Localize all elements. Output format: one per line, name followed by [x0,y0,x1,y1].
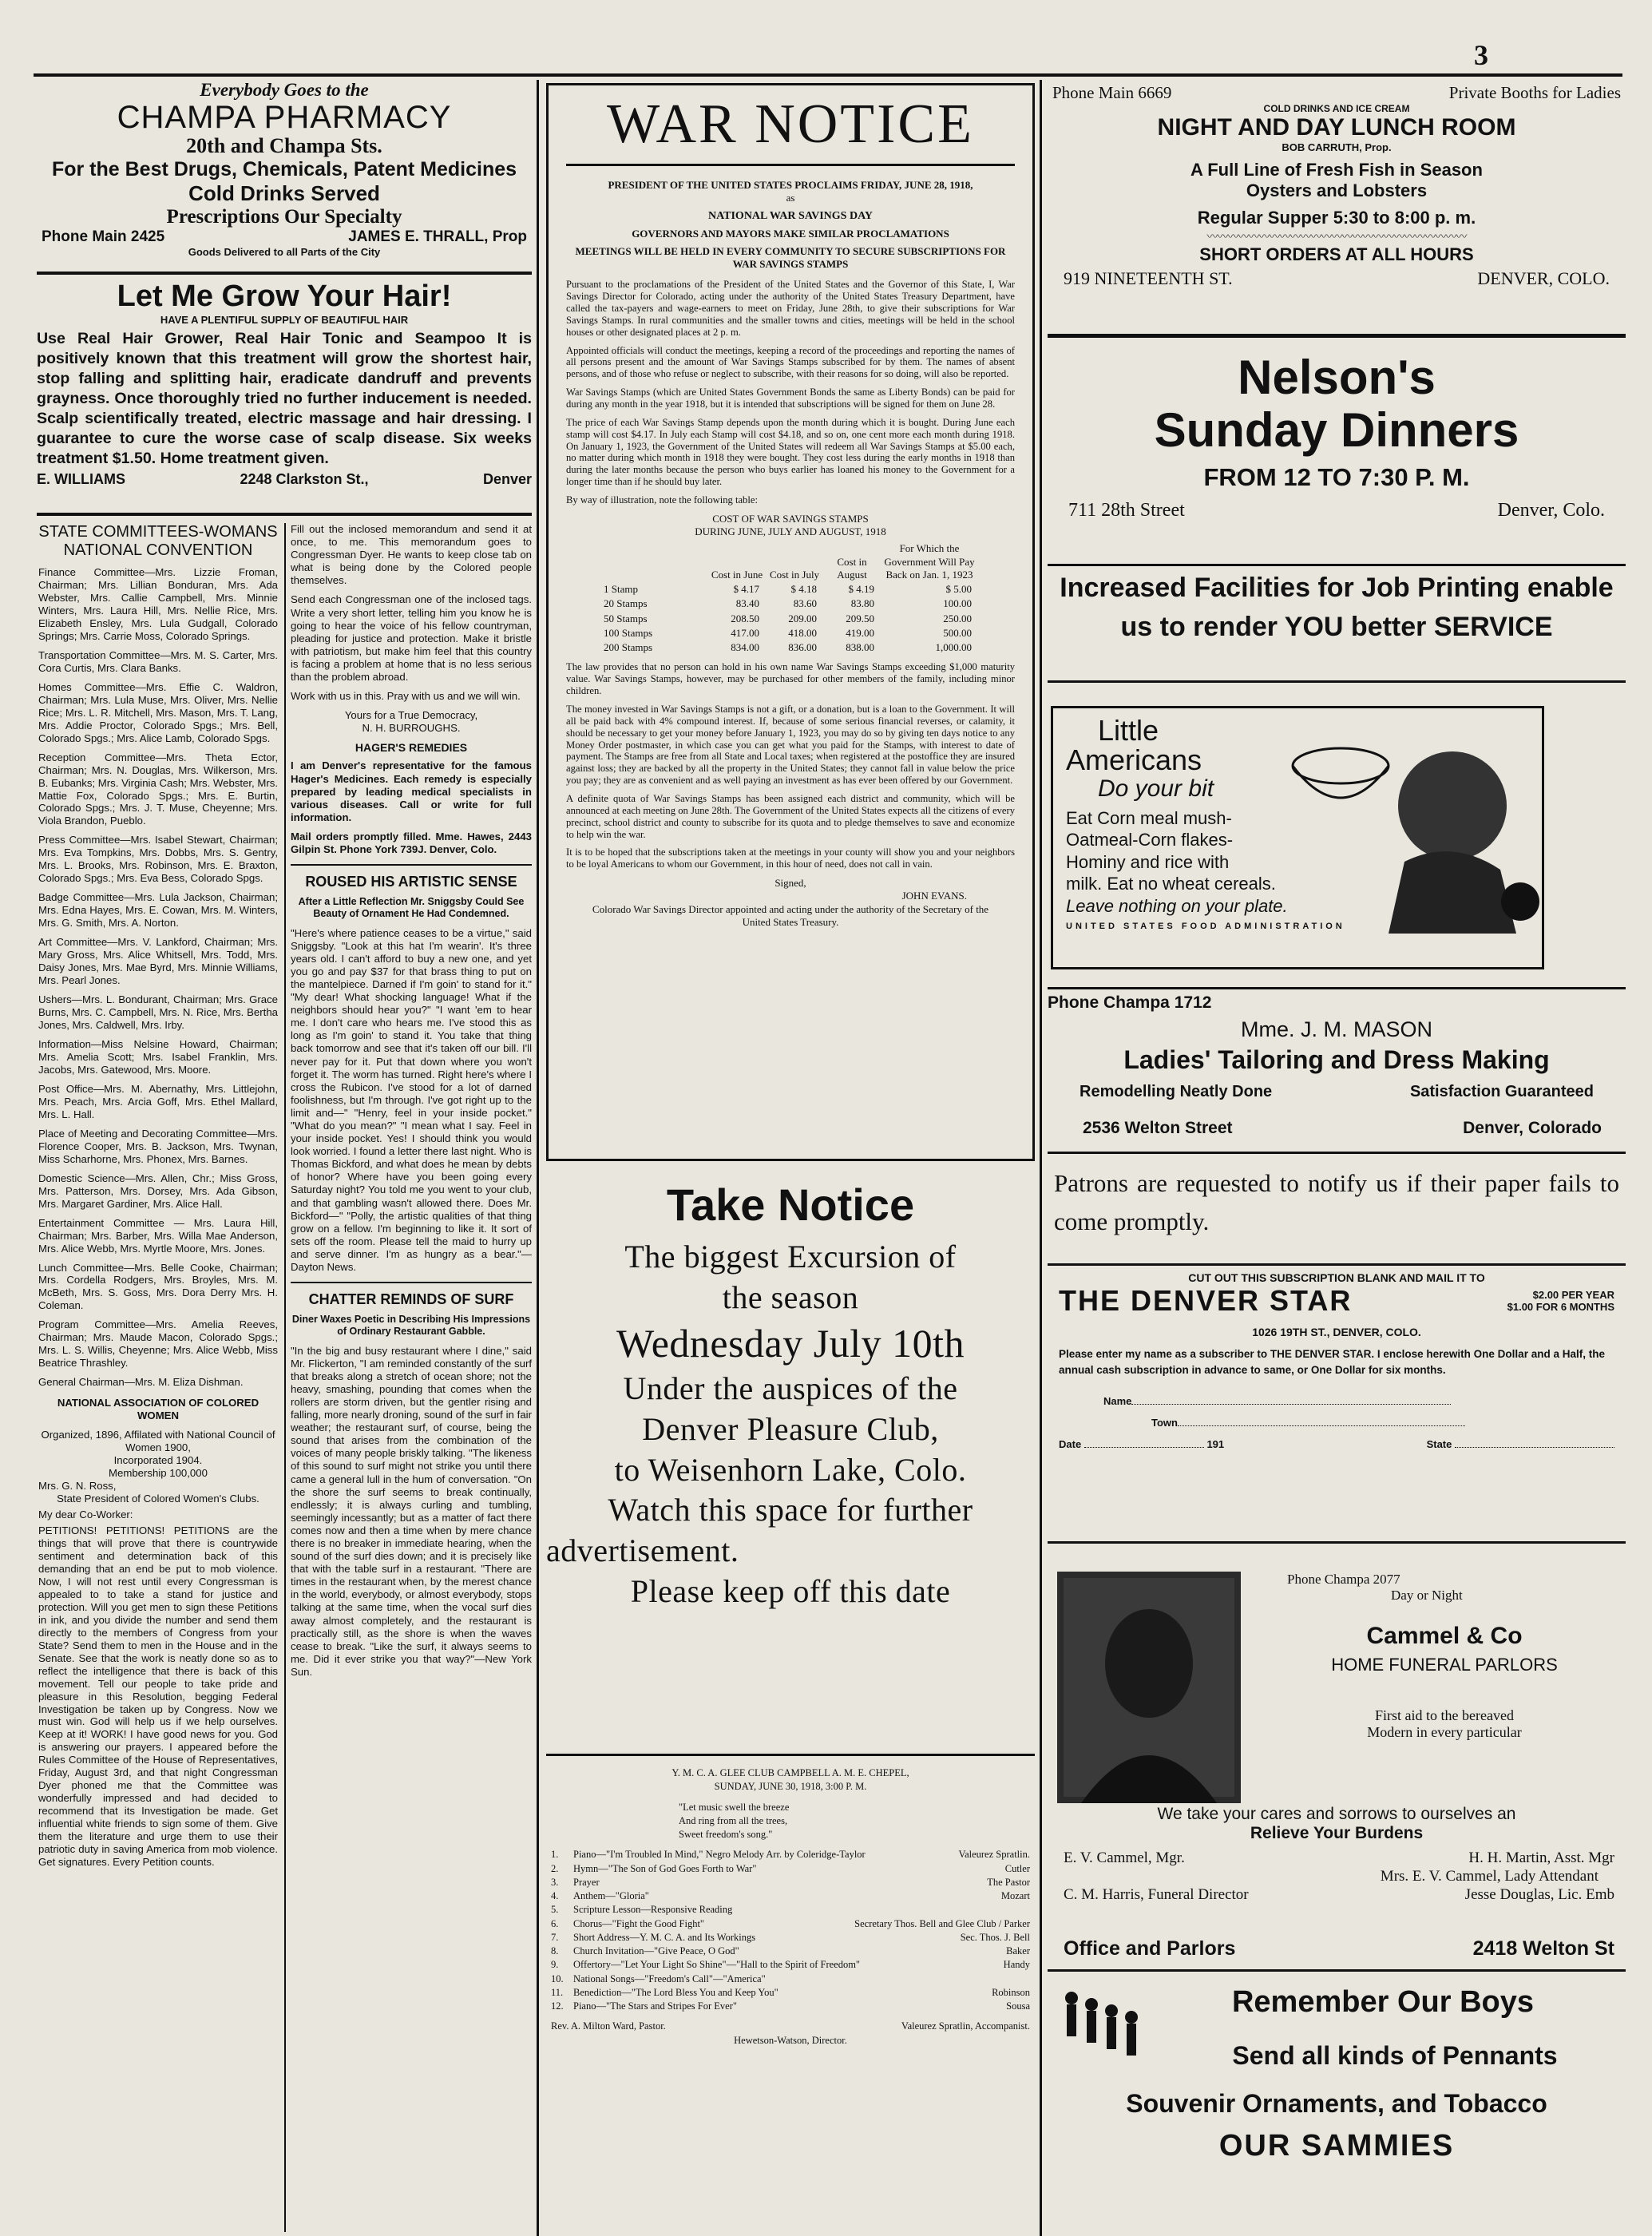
stamp-cell: 1,000.00 [935,641,972,654]
child-eating-illustration [1285,718,1540,934]
surf-subtitle: Diner Waxes Poetic in Describing His Impressions of Ordinary Restaurant Gabble. [291,1314,531,1338]
name-field[interactable] [1131,1404,1451,1405]
nelson-ad [1048,351,1626,521]
petition-text: PETITIONS! PETITIONS! PETITIONS are the things that will prove that there is countrywide sentiment and determination back of this demanding that an end be put to mob violence. Now, I will not rest until every Congressman is appealed to to take a stand for justice and protection. Will you get men to sign these Petitions in ink, and you divide the number and send them directly to the members of Congress from your State? Send them to men in the House and in the Senate. See that the work is neatly done so as to reflect the intelligence that there is back of this movement. Tell our people to take pride and pleasure in this Resolution, begging Federal Investigation be taken up by Congress. Now we must win. God will help us if we help ourselves. Keep at it! WORK! I have good news for you. God is answering our prayers. I appeared before the Rules Committee of the House of Representatives, Friday, August 3rd, and that night Congressman Dyer phoned me that the Committee was wonderfully impressed and had decided to recommend that its Investigation be made. Get influential white friends to sign some of them. Give them the literature and urge them to use their patriotic duty in saving America from mob violence. Get signatures. Every Petition counts. [38,1524,278,1869]
lunch-supper: Regular Supper 5:30 to 8:00 p. m. [1197,208,1476,228]
war-title: WAR NOTICE [607,93,974,155]
nelson-title1: Nelson's [1238,351,1436,404]
sub-body: Please enter my name as a subscriber to THE DENVER STAR. I enclose herewith One Dollar and a Half, the annual cash subscription in advance to same, or One Dollar for six months. [1059,1348,1605,1376]
pharmacy-address: 20th and Champa Sts. [186,134,382,157]
cammel-staff [1064,1849,1614,1904]
soldiers-icon [1056,1982,1151,2078]
cammel-office-address: 2418 Welton St [1472,1937,1614,1960]
glee-pastor: Rev. A. Milton Ward, Pastor. [551,2020,666,2032]
program-performer: Sec. Thos. J. Bell [960,1931,1030,1943]
staff-member: H. H. Martin, Asst. Mgr [1468,1849,1614,1866]
hair-title: Let Me Grow Your Hair! [117,280,452,313]
program-performer: Secretary Thos. Bell and Glee Club / Parker [854,1917,1030,1929]
boys-sammies: OUR SAMMIES [1218,2129,1455,2163]
war-paragraph: By way of illustration, note the following table: [566,494,758,505]
salutation: My dear Co-Worker: [38,1508,133,1520]
patrons-notice: Patrons are requested to notify us if their paper fails to come promptly. [1054,1169,1619,1236]
committees-list [38,566,278,1869]
table-title1: COST OF WAR SAVINGS STAMPS [712,512,869,525]
roused-text: "Here's where patience ceases to be a virtue," said Sniggsby. "Look at this hat I'm wearin'. It's three years old. I can't afford to buy a new one, and yet you go and pay $37 for that brass thing to put on the mantelpiece. Darned if I'm goin' to stand for it." "My dear! What shocking language! What if the neighbors should hear you?" "I want 'em to hear me. I don't care who hears me. I've stood this as long as I'm goin' to stand it. You take that thing back tomorrow and see that it's taken off our bill. I'll never pay for it. Put that down where you won't forget it. The worm has turned. Right here's where I cross the Rubicon. I've stood for a lot of darned foolishness, but I'm through. I've got right up to the limit and—" "Henry, feel in your inside pocket." "What do you mean?" "I mean what I say. Feel in your inside pocket. Yes! I should think you would look worried. I found a letter there last night. Who is Thomas Bickford, and what does he mean by debts of honor? Where have you been going every Saturday night? You told me you went to your club, and that gambling wasn't allowed there. Does Mr. Bickford—" "Polly, the artistic qualities of that thing grow on a fellow. I'm beginning to like it. It sort of sets off the room. Please tell the maid to hurry up and serve dinner. I'm as hungry as a bear."—Dayton News. [291,926,532,1274]
program-item [551,1848,1030,1861]
war-h2: NATIONAL WAR SAVINGS DAY [707,209,874,222]
nelson-title2: Sunday Dinners [1154,403,1519,457]
col2-articles [291,523,532,1685]
hager-text: I am Denver's representative for the famous Hager's Medicines. Each remedy is especially prepared by leading medical specialists in various diseases. Call or write for full information. [291,759,532,823]
stamp-cell: 417.00 [731,626,759,639]
staff-member: Jesse Douglas, Lic. Emb [1464,1885,1614,1903]
job-printing-ad: Increased Facilities for Job Printing enable us to render YOU better SERVICE [1060,573,1614,643]
war-footer: Colorado War Savings Director appointed and acting under the authority of the Secretary of the United States Treasury. [592,902,989,928]
nacw-line: Mrs. G. N. Ross, [38,1480,117,1493]
pharmacy-line3: Cold Drinks Served [188,181,380,205]
table-header: Cost in June [711,568,763,581]
stamp-cell: 100.00 [943,597,972,610]
stamp-cell: 836.00 [788,641,817,654]
memo-closing: Yours for a True Democracy, [344,709,478,722]
sub-address: 1026 19TH ST., DENVER, COLO. [1252,1326,1421,1338]
la-title3: Do your bit [1098,775,1214,802]
glee-verse: And ring from all the trees, [679,1814,788,1826]
war-signer: JOHN EVANS. [901,890,967,902]
program-number: 7. [551,1931,559,1943]
stamp-cell: 834.00 [731,641,759,654]
program-title: Scripture Lesson—Responsive Reading [573,1904,733,1916]
sub-header: CUT OUT THIS SUBSCRIPTION BLANK AND MAIL IT TO [1188,1271,1485,1284]
sub-name-line [1048,1395,1626,1407]
stamp-cell: $ 4.17 [733,583,759,596]
stamp-cell: 209.50 [846,612,874,624]
sub-date-label: Date [1059,1438,1082,1451]
lunch-room-ad [1048,83,1626,292]
program-item [551,1889,1030,1903]
war-notice [546,83,1035,1161]
war-h1: PRESIDENT OF THE UNITED STATES PROCLAIMS FRIDAY, JUNE 28, 1918, [608,179,973,191]
la-title2: Americans [1066,743,1202,776]
program-title: Anthem—"Gloria" [573,1890,649,1901]
program-performer: Baker [1006,1945,1030,1956]
hair-name: E. WILLIAMS [37,470,125,487]
nacw-line: Membership 100,000 [109,1467,208,1480]
program-performer: Valeurez Spratlin. [958,1849,1030,1861]
hair-city: Denver [482,470,532,487]
stamp-cell: 209.00 [788,612,817,624]
program-title: Benediction—"The Lord Bless You and Keep You" [573,1986,778,1998]
program-item [551,2000,1030,2013]
program-item [551,1972,1030,1986]
program-title: Piano—"I'm Troubled In Mind," Negro Melody Arr. by Coleridge-Taylor [573,1849,866,1861]
hager-title: HAGER'S REMEDIES [355,741,468,755]
take-notice-line: the season [722,1279,859,1315]
lunch-prop: BOB CARRUTH, Prop. [1282,141,1392,153]
take-notice-line: Please keep off this date [630,1573,951,1610]
program-title: Hymn—"The Son of God Goes Forth to War" [573,1862,757,1874]
la-footer: UNITED STATES FOOD ADMINISTRATION [1066,922,1345,932]
war-h1b: as [786,192,795,204]
program-item [551,1917,1030,1931]
surf-title: CHATTER REMINDS OF SURF [308,1291,514,1308]
sub-town-line [1048,1417,1626,1429]
committee-paragraph: Post Office—Mrs. M. Abernathy, Mrs. Littlejohn, Mrs. Peach, Mrs. Arcia Goff, Mrs. Ethel Mallard, Mrs. L. Hall. [38,1082,278,1120]
committees-article [38,523,278,1875]
program-number: 10. [551,1972,564,1984]
program-title: Offertory—"Let Your Light So Shine"—"Hall to the Spirit of Freedom" [573,1959,861,1971]
glee-club-program [546,1766,1035,2048]
committees-title2: NATIONAL CONVENTION [63,541,253,559]
committee-paragraph: Finance Committee—Mrs. Lizzie Froman, Chairman; Mrs. Lillian Bonduran, Mrs. Ada Webster, Mrs. Callie Campbell, Mrs. Minnie Winters, Mrs. Laura Hill, Mrs. Nellie Rice, Mrs. Elizabeth Ensley, Mrs. Lula Gudgall, Colorado Springs; Mrs. Carrie Moss, Colorado Springs. [38,566,278,642]
pharmacy-ad [37,80,532,258]
cammel-modern: Modern in every particular [1367,1724,1522,1740]
program-performer: Sousa [1006,2000,1030,2012]
roused-title: ROUSED HIS ARTISTIC SENSE [305,874,517,890]
memo-signature: N. H. BURROUGHS. [362,722,461,735]
sub-name-label: Name [1103,1395,1132,1408]
pharmacy-line4: Prescriptions Our Specialty [166,206,402,228]
stamp-cell: 100 Stamps [604,626,653,639]
pharmacy-name: CHAMPA PHARMACY [117,100,452,135]
pharmacy-line1: Everybody Goes to the [200,80,369,100]
stamp-row [603,597,978,611]
program-title: Short Address—Y. M. C. A. and Its Workings [573,1931,756,1943]
pharmacy-line2: For the Best Drugs, Chemicals, Patent Medicines [51,158,517,180]
staff-row [1064,1868,1614,1886]
stamp-row [603,612,978,626]
program-performer: Robinson [992,1986,1030,1998]
program-title: National Songs—"Freedom's Call"—"America" [573,1972,766,1984]
mason-left: Remodelling Neatly Done [1080,1083,1273,1100]
date-field[interactable] [1084,1447,1204,1448]
program-item [551,1876,1030,1889]
little-americans-ad [1051,706,1544,969]
memo-work: Work with us in this. Pray with us and we will win. [291,690,521,703]
program-number: 2. [551,1862,559,1874]
memo-send: Send each Congressman one of the inclosed tags. Write a very short letter, telling him you know he is going to hear the voice of his fellow countryman, pleading for justice and protection. Make it bristle with patriotism, but make him feel that this country is facing a problem at home that is no less serious than the problem abroad. [291,593,532,684]
hair-ad [37,280,532,488]
stamp-cell: $ 4.19 [848,583,874,596]
mason-ad [1048,993,1626,1138]
program-item [551,1986,1030,2000]
mason-address: 2536 Welton Street [1083,1119,1233,1137]
stamp-row [603,640,978,655]
nacw-title: NATIONAL ASSOCIATION OF COLORED WOMEN [57,1397,259,1422]
committee-paragraph: Program Committee—Mrs. Amelia Reeves, Chairman; Mrs. Maude Macon, Colorado Spgs.; Mrs. L. S. Willis, Cheyenne; Mrs. Alice Webb, Miss Beatrice Thrashley. [38,1318,278,1370]
la-line: Hominy and rice with [1066,851,1230,872]
pharmacy-prop: JAMES E. THRALL, Prop [348,228,527,245]
committee-paragraph: Art Committee—Mrs. V. Lankford, Chairman; Mrs. Mary Gross, Mrs. Alice Whitsell, Mrs. Todd, Mrs. Daisy Jones, Mrs. Mae Byrd, Mrs. Minnie Williams, Mrs. Pearl Jones. [38,936,278,987]
cammel-office [1064,1937,1614,1960]
remember-boys-ad [1048,1977,1626,2225]
program-title: Prayer [573,1876,600,1888]
program-number: 5. [551,1904,559,1916]
take-notice-line: Wednesday July 10th [616,1320,965,1366]
stamp-cell: 208.50 [731,612,759,624]
program-number: 3. [551,1876,559,1888]
take-notice-line: Watch this space for further [608,1492,973,1528]
program-performer: Mozart [1000,1890,1030,1901]
stamp-cell: 83.80 [850,597,874,610]
war-paragraph: It is to be hoped that the subscriptions taken at the meetings in your county will show you and your neighbors to be loyal Americans to whom our Government, in this hour of need, does not call in vain. [566,846,1015,870]
lunch-oysters: Oysters and Lobsters [1246,180,1428,200]
hair-subtitle: HAVE A PLENTIFUL SUPPLY OF BEAUTIFUL HAIR [160,314,409,326]
town-field[interactable] [1178,1425,1465,1426]
hager-mail: Mail orders promptly filled. Mme. Hawes, 2443 Gilpin St. Phone York 739J. Denver, Colo. [291,830,532,856]
lunch-orders: SHORT ORDERS AT ALL HOURS [1199,244,1474,264]
program-item [551,1862,1030,1876]
stamp-cell: 20 Stamps [604,597,648,610]
staff-row [1064,1886,1614,1905]
program-item [551,1945,1030,1958]
committee-paragraph: Domestic Science—Mrs. Allen, Chr.; Miss Gross, Mrs. Patterson, Mrs. Dorsey, Mrs. Ada Gibson, Mrs. Margaret Gardiner, Mrs. Alice Hall. [38,1172,278,1210]
page-number: 3 [1474,39,1488,71]
program-performer: Handy [1003,1959,1030,1971]
war-h3: GOVERNORS AND MAYORS MAKE SIMILAR PROCLAMATIONS [632,227,949,240]
boys-send: Send all kinds of Pennants [1232,2041,1558,2070]
cammel-tagline1: We take your cares and sorrows to ourselves an [1157,1805,1516,1823]
committee-paragraph: Information—Miss Nelsine Howard, Chairman; Mrs. Amelia Scott; Mrs. Isabel Franklin, Mrs. Jacobs, Mrs. Gatewood, Mrs. Moore. [38,1037,278,1076]
boys-title: Remember Our Boys [1231,1985,1534,2019]
stamp-cell: 200 Stamps [604,641,653,654]
la-line: Eat Corn meal mush- [1066,807,1232,828]
cammel-hours: Day or Night [1391,1588,1463,1603]
la-line: milk. Eat no wheat cereals. [1066,874,1276,894]
glee-director: Hewetson-Watson, Director. [734,2034,847,2046]
take-notice-ad [546,1174,1035,1612]
nelson-address: 711 28th Street [1068,500,1185,521]
program-number: 9. [551,1959,559,1971]
cammel-tagline2: Relieve Your Burdens [1250,1824,1424,1842]
take-notice-line: to Weisenhorn Lake, Colo. [614,1451,967,1488]
la-line: Leave nothing on your plate. [1066,895,1288,916]
boys-souvenir: Souvenir Ornaments, and Tobacco [1126,2089,1547,2118]
war-h4: MEETINGS WILL BE HELD IN EVERY COMMUNITY TO SECURE SUBSCRIPTIONS FOR WAR SAVINGS STAMPS [575,244,1006,270]
program-number: 4. [551,1890,559,1901]
stamp-cell: 419.00 [846,626,874,639]
sub-paper: THE DENVER STAR [1059,1284,1353,1317]
committee-paragraph: Place of Meeting and Decorating Committee—Mrs. Florence Cooper, Mrs. B. Jackson, Mrs. Twynan, Miss Scharhorne, Mrs. Phonex, Mrs. Barnes. [38,1127,278,1165]
committee-paragraph: Press Committee—Mrs. Isabel Stewart, Chairman; Mrs. Eva Tompkins, Mrs. Dobbs, Mrs. S. Gentry, Mrs. L. Brooks, Mrs. Robinson, Mrs. E. Braxton, Colorado Spgs.; Mrs. Eva Bess, Colorado Spgs. [38,834,278,885]
war-paragraph: The money invested in War Savings Stamps is not a gift, or a donation, but is a loan to the Government. It will all be paid back with 4% compound interest. If, because of some serious financial reverses, or calamity, it should be necessary to get your money before January 1, 1923, you may do so by giving ten days notice to any Money Order postmaster, in which case you can get what you paid for the Stamps, with interest to date of payment. The Stamps are free from all State and Local taxes; when registered at the postoffice they are insured against loss; they are backed by all the property in the United States; they cannot fall in value below the price you pay; they are as convenient and as well paying an investment as has ever been offered by our Government. [566,703,1015,787]
staff-member: Mrs. E. V. Cammel, Lady Attendant [1380,1867,1599,1885]
program-item [551,1931,1030,1945]
cammel-business: HOME FUNERAL PARLORS [1331,1655,1558,1675]
nacw-line: Organized, 1896, Affilated with National Council of Women 1900, [41,1429,275,1454]
stamp-cell: 250.00 [943,612,972,624]
lunch-phone: Phone Main 6669 [1052,83,1172,102]
stamp-row [603,626,978,640]
sub-date-line [1048,1438,1626,1450]
stamp-cell: 418.00 [788,626,817,639]
program-number: 11. [551,1986,564,1998]
table-header: Cost in July [769,568,820,581]
committee-paragraph: Reception Committee—Mrs. Theta Ector, Chairman; Mrs. N. Douglas, Mrs. Wilkerson, Mrs. B. Eubanks; Mrs. Virginia Cash; Mrs. Webster, Mrs. Mattie Fox, Colorado Spgs.; Mrs. E. Burtin, Colorado Spgs.; Mrs. J. T. Muse, Cheyenne; Mrs. Viola Brandon, Pueblo. [38,751,278,827]
portrait-photo [1057,1572,1241,1803]
take-notice-title: Take Notice [666,1179,915,1230]
program-number: 8. [551,1945,559,1956]
la-title1: Little [1098,714,1159,747]
program-list [551,1848,1030,2013]
mason-phone: Phone Champa 1712 [1048,993,1212,1012]
stamp-cell: 50 Stamps [604,612,648,624]
nelson-hours: FROM 12 TO 7:30 P. M. [1203,463,1470,491]
la-line: Oatmeal-Corn flakes- [1066,830,1234,850]
lunch-address: 919 NINETEENTH ST. [1064,268,1233,288]
lunch-drinks: COLD DRINKS AND ICE CREAM [1263,103,1410,114]
cammel-name: Cammel & Co [1366,1623,1523,1649]
war-paragraph: The law provides that no person can hold in his own name War Savings Stamps exceeding $1,000 maturity value. War Savings Stamps, however, may be purchased for other members of the family, including minor children. [566,661,1015,697]
take-notice-line: Under the auspices of the [623,1370,958,1407]
roused-subtitle: After a Little Reflection Mr. Sniggsby Could See Beauty of Ornament He Had Condemned. [298,896,525,920]
sub-price2: $1.00 FOR 6 MONTHS [1507,1301,1614,1313]
program-title: Piano—"The Stars and Stripes For Ever" [573,2000,737,2012]
committee-paragraph: Homes Committee—Mrs. Effie C. Waldron, Chairman; Mrs. Lula Muse, Mrs. Oliver, Mrs. Nellie Rice; Mrs. L. R. Mitchell, Mrs. Mason, Mrs. T. Lang, Mrs. Addie Proctor, Colorado Spgs.; Mrs. Bell, Colorado Spgs.; Mrs. Alice Lamb, Colorado Spgs. [38,680,278,744]
glee-verse: Sweet freedom's song." [679,1829,773,1840]
sub-price1: $2.00 PER YEAR [1532,1289,1614,1301]
nacw-line: State President of Colored Women's Clubs. [57,1493,259,1505]
sub-town-label: Town [1151,1417,1178,1429]
subscription-blank [1048,1271,1626,1450]
table-header [603,541,708,582]
glee-accompanist: Valeurez Spratlin, Accompanist. [901,2020,1030,2032]
program-performer: The Pastor [987,1876,1030,1888]
nelson-city: Denver, Colo. [1497,500,1605,521]
hair-address: 2248 Clarkston St., [240,470,369,487]
stamp-cell: 500.00 [943,626,972,639]
take-notice-line: Denver Pleasure Club, [642,1410,939,1447]
staff-member: E. V. Cammel, Mgr. [1064,1849,1185,1866]
stamp-cell: 838.00 [846,641,874,654]
committee-paragraph: Lunch Committee—Mrs. Belle Cooke, Chairman; Mrs. Cordella Rodgers, Mrs. Broyles, Mrs. M. McBeth, Mrs. S. Goss, Mrs. Dora Derry Mrs. H. Coleman. [38,1261,278,1312]
lunch-city: DENVER, COLO. [1477,268,1610,288]
war-signed: Signed, [774,877,806,890]
program-title: Chorus—"Fight the Good Fight" [573,1917,705,1929]
nacw-line: Incorporated 1904. [113,1454,203,1467]
war-paragraph: Pursuant to the proclamations of the President of the United States and the Governor of this State, I, War Savings Director for Colorado, acting under the authority of the United States Treasury Department, have called the tax-payers and wage-earners to meet on Friday, June 28th, to give their subscriptions for War Savings Stamps. In rural communities and the smaller towns and cities, meetings will be held in the school houses or other designated places at 2 p. m. [566,279,1015,338]
sub-year: 191 [1206,1438,1225,1451]
committee-paragraph: Entertainment Committee — Mrs. Laura Hill, Chairman; Mrs. Barber, Mrs. Willa Mae Anderson, Mrs. Alice Webb, Mrs. Myrtle Moore, Mrs. Jones. [38,1216,278,1255]
war-paragraph: The price of each War Savings Stamp depends upon the month during which it is bought. During June each stamp will cost $4.17. In July each Stamp will cost $4.18, and so on, one cent more each month during 1918. On January 1, 1923, the Government of the United States will redeem all War Savings Stamps at $5.00 each, no matter during which month in 1918 they were bought. They cost less during the early months in 1918 than during the later months because the person who buys earlier has loaned his money to the Government for a longer time than if he should buy later. [566,416,1015,488]
mason-right: Satisfaction Guaranteed [1409,1083,1594,1100]
stamp-row [603,582,978,597]
program-number: 12. [551,2000,564,2012]
program-item [551,1958,1030,1972]
stamp-table [603,541,978,655]
mason-name: Mme. J. M. MASON [1240,1017,1432,1041]
committee-paragraph: Ushers—Mrs. L. Bondurant, Chairman; Mrs. Grace Burns, Mrs. C. Campbell, Mrs. N. Rice, Mrs. Bertha Jones, Mrs. Caldwell, Mrs. Irby. [38,993,278,1031]
state-field[interactable] [1455,1447,1614,1448]
lunch-name: NIGHT AND DAY LUNCH ROOM [1157,114,1516,141]
stamp-cell: $ 5.00 [945,583,972,596]
table-title2: DURING JUNE, JULY AND AUGUST, 1918 [695,525,886,538]
stamp-cell: 83.60 [793,597,817,610]
program-performer: Cutler [1004,1862,1030,1874]
cammel-phone: Phone Champa 2077 [1287,1572,1400,1587]
cammel-ad [1048,1572,1626,1907]
hair-body: Use Real Hair Grower, Real Hair Tonic and Seampoo It is positively known that this treatment will grow the shortest hair, stop falling and splitting hair, eradicate dandruff and prevents grayness. Once thoroughly tried no further inducement is needed. Scalp scientifically treated, electric massage and hair dressing. I guarantee to cure the worse case of scalp disease. Six weeks treatment $1.50. Home treatment given. [37,330,532,468]
program-number: 6. [551,1917,559,1929]
cammel-office-label: Office and Parlors [1064,1937,1236,1960]
committee-paragraph: General Chairman—Mrs. M. Eliza Dishman. [38,1376,244,1389]
pharmacy-phone: Phone Main 2425 [42,228,165,245]
mason-city: Denver, Colorado [1463,1119,1602,1137]
surf-text: "In the big and busy restaurant where I dine," said Mr. Flickerton, "I am reminded constantly of the surf that breaks along a stretch of ocean shore; not the heavy, smashing, pounding that comes when the rollers are storm driven, but the gentler rising and falling, more nearly droning, sound of the surf in fair weather; the restaurant surf, of course, being the sound that arises from the combination of the voices of many people briskly talking. "The likeness of this sound to surf might not strike you until there came a general lull in the hum of conversation. "On the shore the surf seems to break continually, endlessly; it is always curling and tumbling, seemingly incessantly; but as a matter of fact there comes now and then a time when by mere chance there is no breaker in immediate hearing, when the sound of the surf dies down; and it is precisely like that with the table surf in a restaurant. "There are times in the restaurant when, by the merest chance in the world, everybody, or almost everybody, stops talking at the same time, when the vocal surf dies away almost completely, and the restaurant is practically still, as the shore is when the waves cease to break. "Like the surf, it always seems to me. Did it ever strike you that way?"—New York Sun. [291,1344,532,1678]
glee-verse: "Let music swell the breeze [679,1801,790,1813]
take-notice-line: advertisement. [546,1532,739,1569]
committees-title1: STATE COMMITTEES-WOMANS [38,523,278,541]
staff-row [1064,1849,1614,1868]
program-number: 1. [551,1849,559,1861]
program-item [551,1903,1030,1917]
table-header: Cost in August [837,555,867,581]
war-paragraph: War Savings Stamps (which are United States Government Bonds the same as Liberty Bonds) can be paid for during any month in the year 1918, but it is intended that subscriptions will be signed for them on June 28. [566,387,1015,410]
sub-state-label: State [1426,1438,1452,1451]
program-title: Church Invitation—"Give Peace, O God" [573,1945,739,1956]
stamp-cell: $ 4.18 [790,583,817,596]
stamp-cell: 83.40 [735,597,759,610]
table-header: For Which the Government Will Pay Back on Jan. 1, 1923 [884,542,975,581]
take-notice-line: The biggest Excursion of [624,1239,957,1275]
committee-paragraph: Badge Committee—Mrs. Lula Jackson, Chairman; Mrs. Edna Hayes, Mrs. E. Cowan, Mrs. M. Winters, Mrs. G. Smith, Mrs. A. Norton. [38,891,278,930]
mason-business: Ladies' Tailoring and Dress Making [1123,1045,1550,1074]
stamp-cell: 1 Stamp [604,583,638,596]
glee-title: Y. M. C. A. GLEE CLUB CAMPBELL A. M. E. CHEPEL, [671,1767,909,1778]
staff-member: C. M. Harris, Funeral Director [1064,1885,1249,1903]
memo-intro: Fill out the inclosed memorandum and send it at once, to me. This memorandum goes to Congressman Dyer. He wants to keep close tab on what is being done by the Colored people themselves. [291,523,532,587]
lunch-booths: Private Booths for Ladies [1448,83,1621,102]
war-paragraph: A definite quota of War Savings Stamps has been assigned each district and community, which will be announced at each meeting on June 28th. The Government of the United States expects all the citizens of every precinct, school district and county to subscribe for its quota and to pledge themselves to save and economize to help win the war. [566,792,1015,840]
war-paragraph: Appointed officials will conduct the meetings, keeping a record of the proceedings and reporting the names of all persons present and the amount of War Savings Stamps subscribed for by them. The names of absent persons, and of those who refuse or neglect to subscribe, with their reasons for so doing, will also be reported. [566,344,1015,380]
pharmacy-delivery: Goods Delivered to all Parts of the City [188,246,381,258]
lunch-fish: A Full Line of Fresh Fish in Season [1190,160,1483,180]
glee-date: SUNDAY, JUNE 30, 1918, 3:00 P. M. [714,1781,867,1793]
cammel-aid: First aid to the bereaved [1375,1707,1514,1723]
committee-paragraph: Transportation Committee—Mrs. M. S. Carter, Mrs. Cora Curtis, Mrs. Clara Banks. [38,648,278,674]
wave-divider: 〰〰〰〰〰〰〰〰〰〰〰〰〰〰〰〰〰〰〰〰〰〰〰〰〰 [1206,232,1467,244]
